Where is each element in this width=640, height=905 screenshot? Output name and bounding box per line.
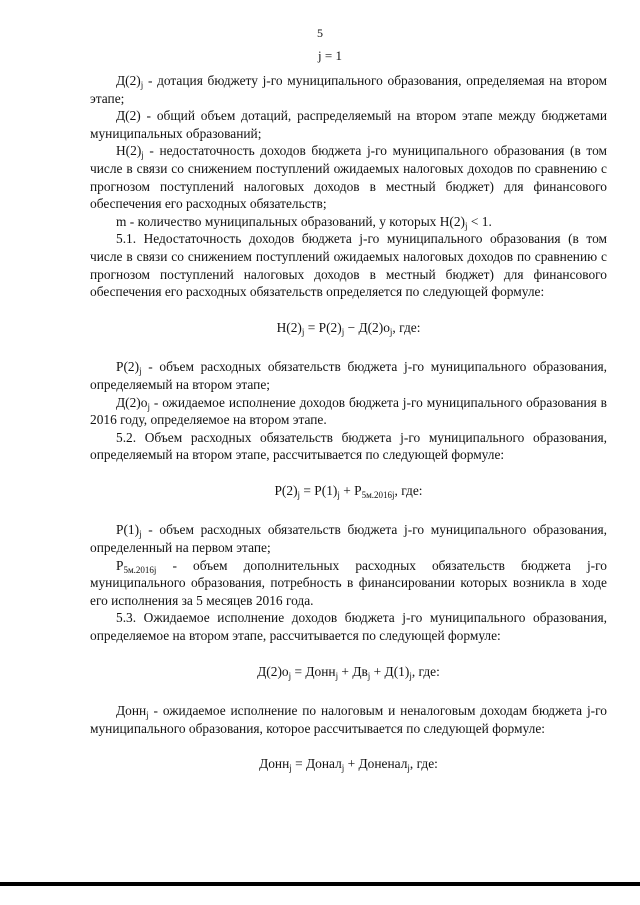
definition-d2oj: $Д(2)о_j$ - ожидаемое исполнение доходов бюджета j-го муниципального образования в 2016 году, определяемое на втором этапе. — [90, 394, 607, 428]
definition-p2j: $Р(2)_j$ - объем расходных обязательств бюджета j-го муниципального образования, определяемый на втором этапе; — [90, 359, 607, 392]
formula-n2j: $Н(2)_j = Р(2)_j - Д(2)о_j$, где: — [276, 319, 421, 337]
definition-d2j: $Д(2)_j$ - дотация бюджету j-го муниципального образования, определяемая на втором этапе; — [90, 73, 607, 106]
definition-p1j: $Р(1)_j$ - объем расходных обязательств бюджета j-го муниципального образования, определенный на первом этапе; — [90, 522, 607, 556]
sum-lower-limit: j = 1 — [318, 48, 342, 63]
definition-n2j: $Н(2)_j$ - недостаточность доходов бюджета j-го муниципального образования (в том числе в связи со снижением поступлений ожидаемых налоговых доходов по сравнению с прогнозом поступлений налоговых доходов в местный бюджет) для финансового обеспечения его расходных обязательств; — [90, 143, 607, 212]
definition-m: m - количество муниципальных образований, у которых $Н(2)_j < 1$. — [116, 213, 492, 231]
formula-p2j: $Р(2)_j = Р(1)_j + Р_{5м.2016j}$, где: — [274, 482, 423, 500]
definition-p5m: $Р_{5м.2016j}$ - объем дополнительных расходных обязательств бюджета j-го муниципального образования, потребность в финансировании которых возникла в ходе его исполнения за 5 месяцев 2016 года. — [90, 557, 607, 608]
definition-d2-total: Д(2) - общий объем дотаций, распределяемый на втором этапе между бюджетами муниципальных образований; — [90, 108, 607, 141]
section-5-2: 5.2. Объем расходных обязательств бюджета j-го муниципального образования, определяемый на втором этапе, рассчитывается по следующей формуле: — [90, 429, 607, 463]
section-5-1: 5.1. Недостаточность доходов бюджета j-го муниципального образования (в том числе в связи со снижением поступлений ожидаемых налоговых доходов по сравнению с прогнозом поступлений налоговых доходов в местный бюджет) для финансового обеспечения его расходных обязательств определяется по следующей формуле: — [90, 231, 607, 300]
document-body — [90, 72, 607, 795]
definition-donnj: Донн$_j$ - ожидаемое исполнение по налоговым и неналоговым доходам бюджета j-го муниципального образования, которое рассчитывается по следующей формуле: — [90, 703, 607, 736]
page-number: 5 — [317, 26, 323, 40]
formula-donnj: Донн$_j$ = Донал$_j$ + Доненал$_j$, где: — [259, 756, 438, 774]
section-5-3: 5.3. Ожидаемое исполнение доходов бюджета j-го муниципального образования, определяемое на втором этапе, рассчитывается по следующей формуле: — [90, 610, 607, 644]
bottom-scan-edge — [0, 882, 640, 886]
formula-d2oj: $Д(2)о_j$ = Донн$_j$ + $Дв_j + Д(1)_j$, где: — [257, 663, 440, 681]
